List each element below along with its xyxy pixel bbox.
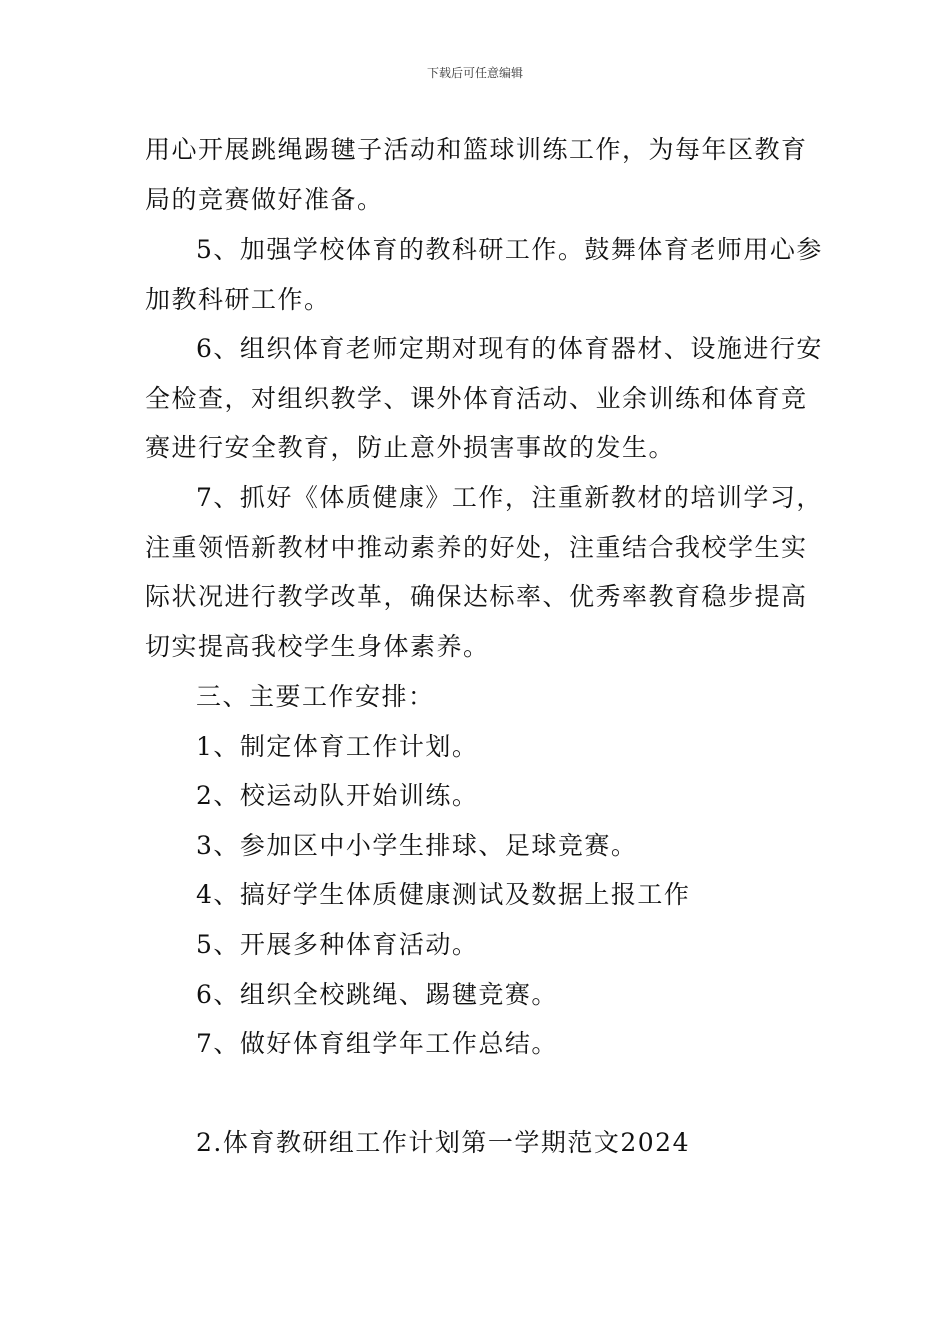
list-item: 5、开展多种体育活动。 [196,930,479,959]
paragraph-line: 加教科研工作。 [145,285,331,314]
paragraph-line: 全检查，对组织教学、课外体育活动、业余训练和体育竞 [145,384,808,413]
paragraph-line: 6、组织体育老师定期对现有的体育器材、设施进行安 [196,334,823,363]
paragraph-line: 5、加强学校体育的教科研工作。鼓舞体育老师用心参 [196,235,823,264]
paragraph-line: 用心开展跳绳踢毽子活动和篮球训练工作，为每年区教育 [145,135,808,164]
section-heading: 三、主要工作安排： [196,682,435,711]
paragraph-line: 赛进行安全教育，防止意外损害事故的发生。 [145,433,676,462]
document-title: 2.体育教研组工作计划第一学期范文2024 [196,1128,690,1157]
list-item: 7、做好体育组学年工作总结。 [196,1029,558,1058]
paragraph-line: 7、抓好《体质健康》工作，注重新教材的培训学习， [196,483,823,512]
list-item: 1、制定体育工作计划。 [196,732,479,761]
list-item: 3、参加区中小学生排球、足球竞赛。 [196,831,638,860]
list-item: 4、搞好学生体质健康测试及数据上报工作 [196,880,691,909]
list-item: 6、组织全校跳绳、踢毽竞赛。 [196,980,558,1009]
paragraph-line: 局的竞赛做好准备。 [145,185,384,214]
paragraph-line: 注重领悟新教材中推动素养的好处，注重结合我校学生实 [145,533,808,562]
page-header-note: 下载后可任意编辑 [426,66,523,80]
list-item: 2、校运动队开始训练。 [196,781,479,810]
paragraph-line: 际状况进行教学改革，确保达标率、优秀率教育稳步提高 [145,582,808,611]
paragraph-line: 切实提高我校学生身体素养。 [145,632,490,661]
